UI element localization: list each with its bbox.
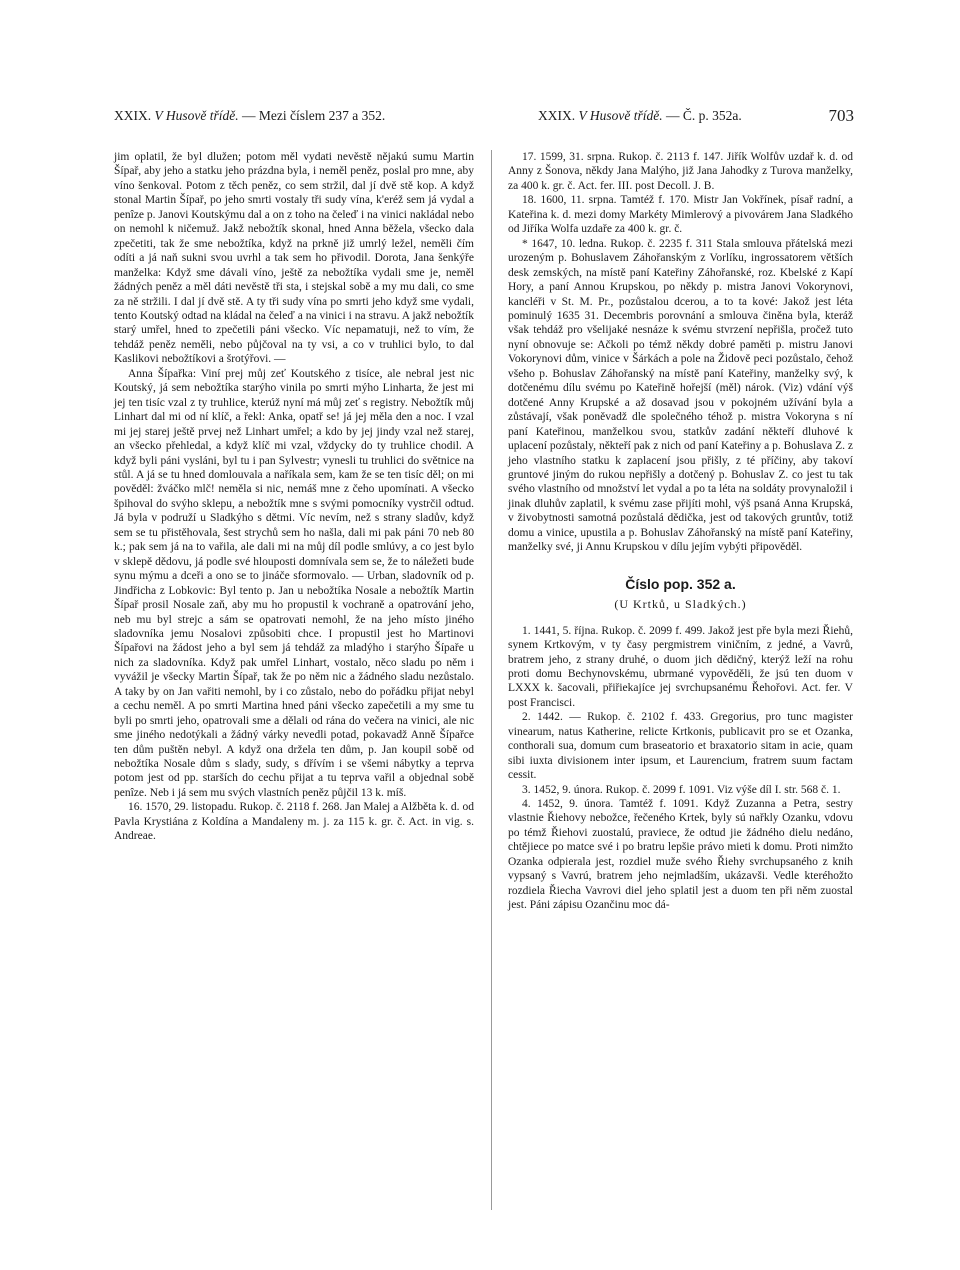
header-left-street: V Husově třídě. bbox=[154, 108, 239, 123]
header-left-range: — Mezi číslem 237 a 352. bbox=[238, 108, 386, 123]
entry: 17. 1599, 31. srpna. Rukop. č. 2113 f. 147. Jiřík Wolfův uzdař k. d. od Anny z Šonova, někdy Jana Malýho, již Jana Jahodky z Turova manželky, za 400 k. gr. č. Act. fer. III. post Decoll. J. B. bbox=[508, 151, 853, 192]
entry: 2. 1442. — Rukop. č. 2102 f. 433. Gregorius, pro tunc magister vinearum, natus Katherine, relicte Krtkonis, publicavit pro se et Ozanka, conthorali sua, domum cum braseatorio et braxatorio sitam in acie, quam sibi iuxta divisionem inter ipsum, et Laurencium, fratrem suum factam cessit. bbox=[508, 711, 853, 782]
section-title: Číslo pop. 352 a. bbox=[625, 575, 736, 592]
header-right-street: V Husově třídě. bbox=[578, 108, 663, 123]
entry: 18. 1600, 11. srpna. Tamtéž f. 170. Mistr Jan Vokřínek, písař radní, a Kateřina k. d. mezi domy Markéty Mimlerový a pivovárem Jana Sladkého od Jiříka Wolfa uzdaře za 400 k. gr. č. bbox=[508, 194, 853, 236]
section-subtitle: (U Krtků, u Sladkých.) bbox=[614, 597, 747, 612]
header-right bbox=[538, 108, 742, 124]
entry: 3. 1452, 9. února. Rukop. č. 2099 f. 1091. Viz výše díl I. str. 568 č. 1. bbox=[522, 783, 841, 796]
page-number: 703 bbox=[828, 106, 854, 125]
header-left-prefix: XXIX. bbox=[114, 108, 155, 123]
header-right-house: — Č. p. 352a. bbox=[662, 108, 742, 123]
entry: 4. 1452, 9. února. Tamtéž f. 1091. Když Zuzanna a Petra, sestry vlastnie Řiehovy nebožce, řečeného Krtek, byly sú nařkly Ozanku, vdovu po témž Řiehovi zuostalú, praviece, že odtud jie žádného dielu nedáno, chtějiece po matce své i po bratru lepšie právo mieti k domu. Proti nimžto Ozanka odpierala jest, rozdiel muže svého Řiehy svrchupsaného z knih vypsaný s Vavrú, bratrem jeho nejmladším, ukázavši. Vedle kteréhožto rozdiela Řiecha Vavrovi diel jeho splatil jest a duom ten při něm zuostal jest. Páni zápisu Ozančinu moc dá- bbox=[508, 798, 853, 912]
header-left bbox=[114, 108, 385, 124]
header-right-prefix: XXIX. bbox=[538, 108, 579, 123]
right-column bbox=[508, 150, 853, 913]
paragraph: Anna Šípařka: Viní prej můj zeť Koutského z tisíce, ale nebral jest nic Koutský, já sem nebožtíka starýho vinila po smrti mýho Linharta, že jest mi jej ten tisíc vzal z ty truhlice, kterúž nyní má můj zeť s registry. Nebožtík můj Linhart dal mi od ní klíč, a řekl: Anka, opatř se! já jej měla den a noc. I vzal mi jej starej ještě prvej než Linhart umřel; a kdo by jej jindy vzal než starej, an všecko přehledal, a když klíč mi vzal, vždycky do ty truhlice chodil. A když byli páni vysláni, byl tu i pan Sylvestr; vynesli tu truhlici do světnice na stůl. A já se tu hned domlouvala a naříkala sem, kam že se ten tisíc děl; on mi pověděl: žváčko mlč! neměla si nic, nemáš mne z čeho upomínati. A všecko špihoval do svýho sklepu, a nebožtík mne s svými pomocníky vystrčil odtud. Já byla v podruží u Sladkýho s dětmi. Víc nevím, než s strany sladův, když sem se tu přistěhovala, šest strychů sem ho našla, dali mi pak páni 70 neb 80 k.; pak sem já na to vařila, ale dali mi na můj díl podle smlúvy, a co jest bylo v sklepě dědovu, já podle své hlouposti domnívala sem se, že to náležeti bude synu mýmu a dceři a ono se to jináče sformovalo. — Urban, sladovník od p. Jindřicha z Lobkovic: Byl tento p. Jan u nebožtíka Nosale a nebožtík Martin Šípař prosil Nosale zaň, aby mu ho propustil k vochraně a opatrování jeho, neb mu byl strejc a sám se opatrovati nemohl, že na jeho místo jiného sladovníka jemu Nosalovi způsobiti chce. I propustil jest ho Martinovi Šípařovi na žádost jeho a byl sem já tehdáž za mladýho i starýho Šípaře u nich za sladovníka. Když pak umřel Linhart, vostalo, něco sladu po něm i vyvážil je všecky Martin Šípař, tak že po něm nic a žádného sladu nezůstalo. A taky by on Jan vařiti nemohl, by i co zůstalo, nebo do pořádku přijat nebyl a cechu neměl. A po smrti Martina hned páni všecko zapečetili a my sme tu byli po smrti jeho, opatrovali sme a dělali od rána do večera na vinici, ale nic sme jiného nedotýkali a žádný várky nevedli potad, pokavadž Anně Šípařce ten dům puštěn nebyl. A když ona držela ten dům, p. Jan koupil sobě od nebožtíka Nosale dům s slady, sudy, s dřívím i se všemi nábytky a teprva potom jest od pp. starších do cechu přijat a tu teprva vařil a objednal sobě penîze. Neb i já sem mu svých vlastních peněz půjčil 13 k. míš. bbox=[114, 367, 474, 799]
paragraph: 16. 1570, 29. listopadu. Rukop. č. 2118 f. 268. Jan Malej a Alžběta k. d. od Pavla Krystiána z Koldína a Mandaleny m. j. za 115 k. gr. č. Act. in vig. s. Andreae. bbox=[114, 801, 474, 843]
running-header bbox=[114, 108, 854, 130]
entry: * 1647, 10. ledna. Rukop. č. 2235 f. 311 Stala smlouva přátelská mezi urozeným p. Bohuslavem Záhořanským z Vorlíku, ingrossatorem větších desk zemských, na místě paní Kateřiny Záhořanské, roz. Kbelské z Kapí Hory, a paní Annou Krupskou, po někdy p. mistra Janovi Vokorynovi, kancléři v St. M. Pr., pozůstalou dcerou, a to ta kové: Jakož jest léta pominulý 1635 31. Decembris porovnání a smlouva činěna byla, kteráž však tehdáž pro všelijaké nesnáze k svému stvrzení nepřišla, pročež tuto nyní obnovuje se: Ačkoli po témž někdy dobré paměti p. mistru Janovi Vokorynovi dům, vinice v Šárkách a pole na Židově peci pozůstalo, čehož všeho p. Bohuslav Záhořanský na místě paní Kateřiny, manželky svý, k dotčenému dílu svému po Kateřině hořejší (měl) nárok. (Viz) vdání výš dotčené Anny Krupské a až dosavad jsou v pokojném užívání byla a zůstávají, však poněvadž dle společného téhož p. mistra Vokoryna s ní paní Kateřinou, manželkou svou, statkův zadání někteří dluhové k uplacení pozůstaly, někteří pak z nich od paní Kateřiny a p. Bohuslava Z. z jeho vlastního statku k zaplacení jsou přišly, z té příčiny, aby takoví gruntové jiným do rukou nepřišly a dotčený p. Bohuslav Z. co jest tu tak svého vlastního od množství let vydal a po ta léta na soldáty provynaložil i jinak dluhův zaplatil, k svému zase přijíti mohl, výš psaná Anna Krupská, v živobytnosti samotná pozůstalá dědička, jest od takových gruntův, totiž domu a vinice, upustila a p. Bohuslav Záhořanský na místě paní Kateřiny, manželky své, ji Annu Krupskou v dílu jejím vybýti připověděl. bbox=[508, 237, 853, 554]
entry: 1. 1441, 5. října. Rukop. č. 2099 f. 499. Jakož jest pře byla mezi Řiehů, synem Krtkovým, v ty časy pergmistrem viničním, z jedné, a Vavrů, bratrem jeho, z strany druhé, o duom jich dědičný, kterýž leží na rohu proti domu Bechynovskému, ubrmané vypověděli, že jsú ten duom v LXXX k. šacovali, přiřiekajíce jej svrchupsanému Řehořovi. Act. fer. V post Francisci. bbox=[508, 624, 853, 709]
column-divider bbox=[491, 150, 492, 1210]
left-column bbox=[114, 150, 474, 844]
paragraph: jim oplatil, že byl dlužen; potom měl vydati nevěstě nějakú sumu Martin Šípař, aby jeho a statku jeho prázdna byla, i neměl peněz, poslal pro mne, aby víno šenkoval. Potom z těch peněz, co sem stržil, dal jí dvě stě kop. A když stonal Martin Šípař, po jeho smrti vostaly tři sudy vína, k'eréž sem já vydal a penîze p. Janovi Koutskýmu dal a on z toho na čeleď i na vinici nakládal nebo on nemohl k ničemuž. Jakž nebožtík skonal, hned Anna běžela, všecko dala zpečetiti, tak že sme nebožtíka, když na prkně již umrlý ležel, neměli čím odíti a já naň sukni svou uvrhl a tak sem ho přivodil. Dorota, Jana šenkýře manželka: Když sme dávali víno, ještě za nebožtíka vydali sme je, neměl žádných peněz a měl dáti nevěstě tři sta, i stejskal sobě a my mu dali, co sme za ně stržili. I dal jí dvě stě. A ty tři sudy vína po smrti jeho když sme vydali, tento Koutský odtad na kládal na čeleď a na vinici i na stravu. A jakž nebožtík starý umřel, hned to zpečetili páni všecko. Víc nepamatuji, než to vím, že tehdáž peněz neměli, nebo půjčoval na ty vsi, a co v truhlici bylo, to dal Kaslikovi nebožtíkovi a šrotýřovi. — bbox=[114, 151, 474, 366]
